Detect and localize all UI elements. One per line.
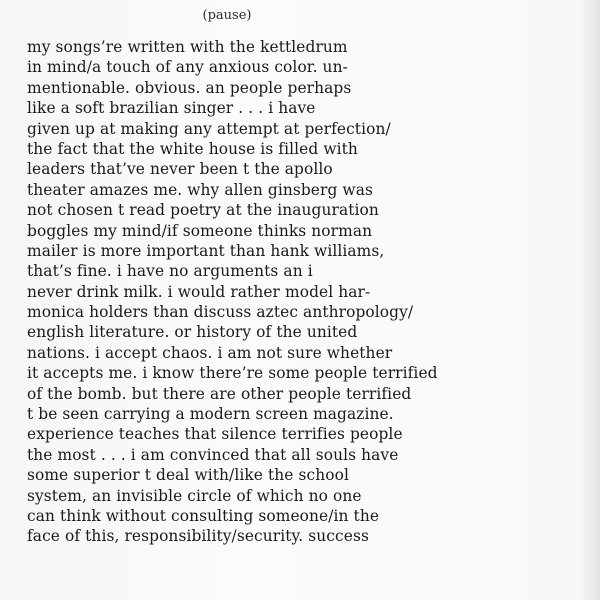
section-heading: (pause) [202, 8, 252, 23]
poem-line: the most . . . i am convinced that all souls have [27, 445, 399, 464]
page-gutter-shadow [578, 0, 600, 600]
poem-line: in mind/a touch of any anxious color. un- [27, 58, 348, 77]
poem-line: experience teaches that silence terrifies people [27, 425, 403, 444]
poem-line: like a soft brazilian singer . . . i have [27, 99, 316, 118]
poem-line: system, an invisible circle of which no one [27, 486, 362, 505]
poem-line: the fact that the white house is filled with [27, 139, 358, 158]
poem-text [27, 37, 438, 547]
poem-line: mentionable. obvious. an people perhaps [27, 78, 352, 97]
poem-line: it accepts me. i know there’re some people terrified [27, 364, 438, 383]
poem-line: english literature. or history of the united [27, 323, 358, 342]
poem-line: never drink milk. i would rather model har- [27, 282, 371, 301]
poem-line: some superior t deal with/like the school [27, 466, 349, 485]
poem-line: face of this, responsibility/security. success [27, 527, 369, 546]
poem-line: of the bomb. but there are other people terrified [27, 384, 412, 403]
poem-line: leaders that’ve never been t the apollo [27, 160, 333, 179]
poem-line: my songs’re written with the kettledrum [27, 38, 348, 56]
poem-line: t be seen carrying a modern screen magazine. [27, 405, 394, 424]
poem-line: can think without consulting someone/in the [27, 506, 380, 525]
poem-line: that’s fine. i have no arguments an i [27, 262, 313, 281]
poem-line: nations. i accept chaos. i am not sure whether [27, 343, 393, 362]
poem-line: boggles my mind/if someone thinks norman [27, 221, 373, 240]
poem-line: mailer is more important than hank williams, [27, 241, 385, 260]
poem-line: monica holders than discuss aztec anthropology/ [27, 303, 414, 322]
poem-line: given up at making any attempt at perfection/ [27, 119, 391, 138]
poem-line: not chosen t read poetry at the inauguration [27, 201, 379, 220]
poem-line: theater amazes me. why allen ginsberg was [27, 180, 373, 199]
